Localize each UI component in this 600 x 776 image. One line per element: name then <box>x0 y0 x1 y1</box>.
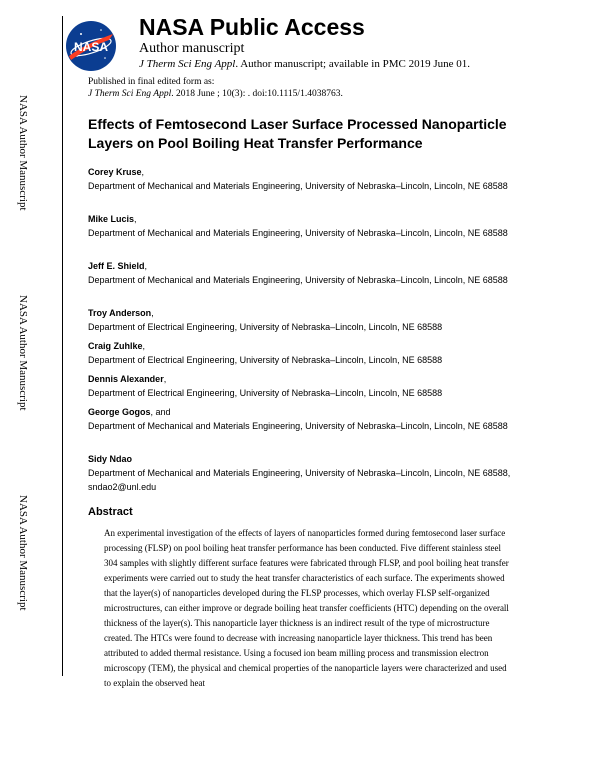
side-label-nasa-author-manuscript: NASA Author Manuscript <box>17 95 29 211</box>
nasa-logo-icon <box>65 20 117 72</box>
author-name: George Gogos <box>88 407 151 417</box>
page-title: NASA Public Access <box>139 14 365 40</box>
author-block <box>88 452 528 494</box>
author-manuscript-label: Author manuscript <box>139 41 245 56</box>
author-affiliation: Department of Mechanical and Materials Engineering, University of Nebraska–Lincoln, Lincoln, NE 68588, sndao2@unl.edu <box>88 468 511 492</box>
author-affiliation: Department of Mechanical and Materials Engineering, University of Nebraska–Lincoln, Lincoln, NE 68588 <box>88 421 508 431</box>
author-block: Jeff E. Shield, Department of Mechanical and Materials Engineering, University of Nebraska–Lincoln, Lincoln, NE 68588 <box>88 259 528 287</box>
author-affiliation: Department of Mechanical and Materials Engineering, University of Nebraska–Lincoln, Lincoln, NE 68588 <box>88 275 508 285</box>
nasa-logo-text: NASA <box>73 40 109 54</box>
availability-line <box>139 58 470 70</box>
citation-journal: J Therm Sci Eng Appl <box>88 89 172 99</box>
author-name: Troy Anderson <box>88 308 152 318</box>
author-affiliation: Department of Mechanical and Materials Engineering, University of Nebraska–Lincoln, Lincoln, NE 68588 <box>88 228 508 238</box>
author-block: Dennis Alexander, Department of Electrical Engineering, University of Nebraska–Lincoln, Lincoln, NE 68588 <box>88 372 528 400</box>
article-title: Effects of Femtosecond Laser Surface Processed Nanoparticle Layers on Pool Boiling Heat Transfer Performance <box>88 116 507 151</box>
side-label-nasa-author-manuscript: NASA Author Manuscript <box>17 495 29 611</box>
journal-abbrev: J Therm Sci Eng Appl <box>139 58 236 70</box>
author-affiliation: Department of Mechanical and Materials Engineering, University of Nebraska–Lincoln, Lincoln, NE 68588 <box>88 181 508 191</box>
author-block: Mike Lucis, Department of Mechanical and Materials Engineering, University of Nebraska–Lincoln, Lincoln, NE 68588 <box>88 212 528 240</box>
author-name: Jeff E. Shield <box>88 261 145 271</box>
author-block: Corey Kruse, Department of Mechanical and Materials Engineering, University of Nebraska–Lincoln, Lincoln, NE 68588 <box>88 165 528 193</box>
citation-details: . 2018 June ; 10(3): . doi:10.1115/1.4038763. <box>171 89 343 99</box>
availability-text: . Author manuscript; available in PMC 2019 June 01. <box>235 58 470 70</box>
side-label-nasa-author-manuscript: NASA Author Manuscript <box>17 295 29 411</box>
author-name: Craig Zuhlke <box>88 341 143 351</box>
author-name: Sidy Ndao <box>88 454 133 464</box>
author-affiliation: Department of Electrical Engineering, University of Nebraska–Lincoln, Lincoln, NE 68588 <box>88 388 443 398</box>
published-label: Published in final edited form as: <box>88 77 215 87</box>
author-block: Craig Zuhlke, Department of Electrical Engineering, University of Nebraska–Lincoln, Lincoln, NE 68588 <box>88 339 528 367</box>
author-name: Dennis Alexander <box>88 374 164 384</box>
author-affiliation: Department of Electrical Engineering, University of Nebraska–Lincoln, Lincoln, NE 68588 <box>88 355 443 365</box>
abstract-body: An experimental investigation of the effects of layers of nanoparticles formed during femtosecond laser surface processing (FLSP) on pool boiling heat transfer performance has been conducted. Five different stainless steel 304 samples with slightly different surface features were fabricated through FLSP, and pool boiling heat transfer experiments were carried out to study the heat transfer characteristics of each surface. The experiments showed that the layer(s) of nanoparticles developed during the FLSP processes, which overlay FLSP self-organized microstructures, can either improve or degrade boiling heat transfer coefficients (HTC) depending on the overall thickness of the layer(s). This nanoparticle layer thickness is an indirect result of the type of microstructure created. The HTCs were found to decrease with increasing nanoparticle layer thickness. This trend has been attributed to added thermal resistance. Using a focused ion beam milling process and transmission electron microscopy (TEM), the physical and chemical properties of the nanoparticle layers were characterized and used to explain the observed heat <box>104 528 509 688</box>
author-name: Corey Kruse <box>88 167 142 177</box>
author-block: George Gogos, and Department of Mechanical and Materials Engineering, University of Nebraska–Lincoln, Lincoln, NE 68588 <box>88 405 528 433</box>
author-name: Mike Lucis <box>88 214 135 224</box>
author-block: Troy Anderson, Department of Electrical Engineering, University of Nebraska–Lincoln, Lincoln, NE 68588 <box>88 306 528 334</box>
publication-citation <box>88 89 343 99</box>
author-affiliation: Department of Electrical Engineering, University of Nebraska–Lincoln, Lincoln, NE 68588 <box>88 322 443 332</box>
margin-rule <box>62 16 63 676</box>
abstract-heading: Abstract <box>88 506 133 518</box>
